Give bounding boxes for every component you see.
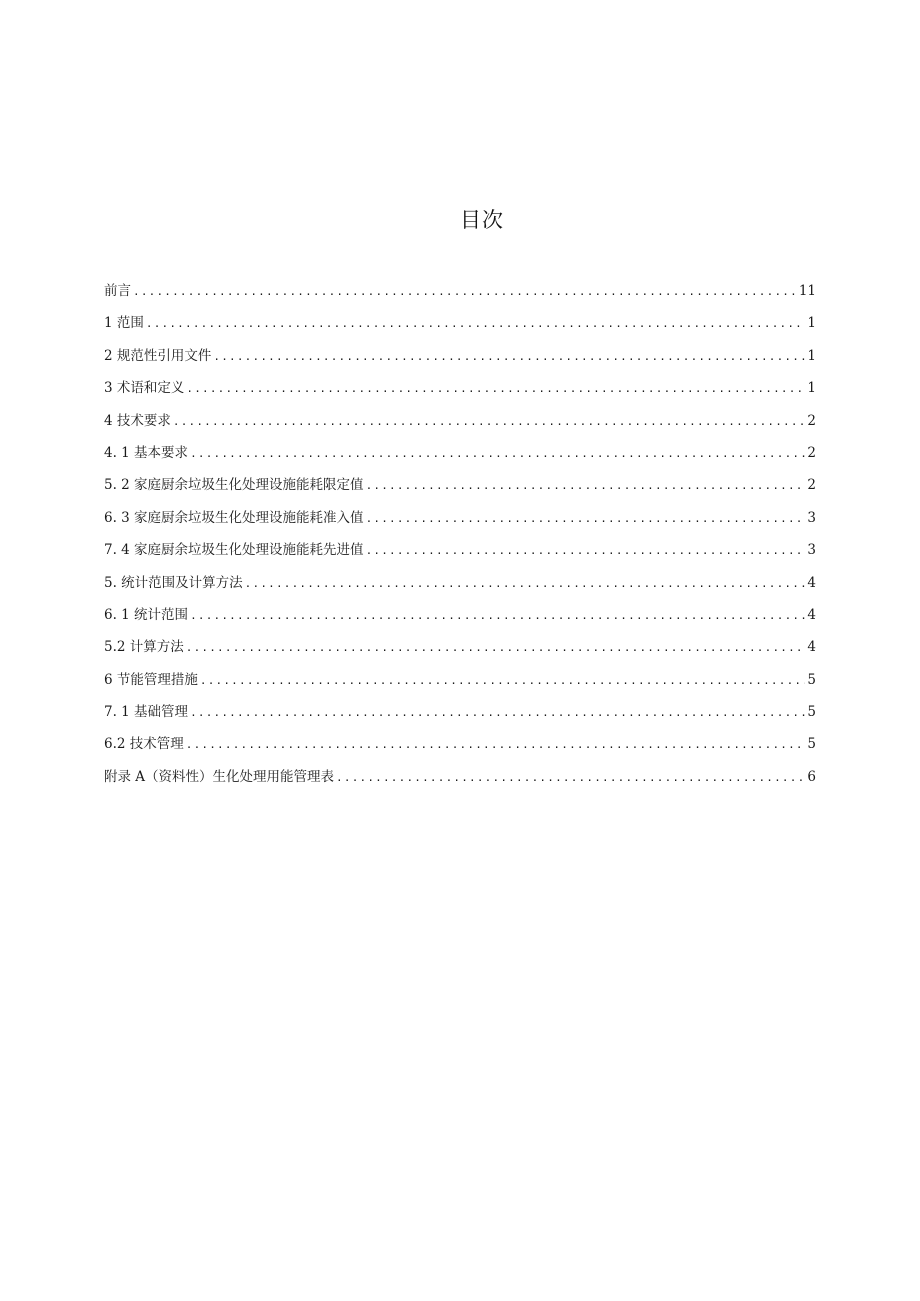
toc-entry-label: 4 技术要求 [104, 412, 171, 429]
toc-dot-leader [190, 443, 805, 465]
toc-dot-leader [366, 475, 806, 497]
toc-entry[interactable] [104, 669, 816, 701]
toc-entry-label: 5. 统计范围及计算方法 [104, 574, 243, 591]
toc-entry-label: 6. 3 家庭厨余垃圾生化处理设施能耗准入值 [104, 509, 364, 526]
toc-entry[interactable] [104, 442, 816, 474]
toc-dot-leader [186, 378, 805, 400]
toc-entry-page: 5 [807, 736, 816, 753]
toc-entry[interactable] [104, 474, 816, 506]
toc-entry-label: 2 规范性引用文件 [104, 347, 212, 364]
toc-entry[interactable] [104, 636, 816, 668]
toc-entry-page: 1 [807, 315, 816, 332]
toc-dot-leader [173, 411, 806, 433]
toc-entry-page: 4 [807, 606, 816, 623]
toc-entry[interactable] [104, 377, 816, 409]
toc-entry-page: 5 [807, 671, 816, 688]
toc-entry[interactable] [104, 766, 816, 798]
toc-title: 目次 [460, 208, 504, 232]
toc-entry-page: 2 [807, 412, 816, 429]
toc-dot-leader [186, 637, 806, 659]
toc-entry[interactable] [104, 604, 816, 636]
toc-dot-leader [190, 702, 805, 724]
toc-entry-label: 5. 2 家庭厨余垃圾生化处理设施能耗限定值 [104, 477, 364, 494]
toc-entry-label: 6.2 技术管理 [104, 736, 184, 753]
toc-entry-label: 3 术语和定义 [104, 380, 185, 397]
toc-entry-page: 4 [807, 574, 816, 591]
toc-dot-leader [366, 508, 806, 530]
toc-entry[interactable] [104, 507, 816, 539]
toc-entry[interactable] [104, 572, 816, 604]
toc-entry[interactable] [104, 410, 816, 442]
toc-entry-page: 2 [807, 477, 816, 494]
toc-entry[interactable] [104, 701, 816, 733]
toc-entry-page: 3 [807, 509, 816, 526]
toc-dot-leader [213, 346, 805, 368]
toc-entry-label: 4. 1 基本要求 [104, 444, 189, 461]
toc-entry-page: 3 [807, 542, 816, 559]
toc-list [104, 280, 816, 798]
toc-entry-label: 7. 4 家庭厨余垃圾生化处理设施能耗先进值 [104, 542, 364, 559]
toc-dot-leader [245, 573, 806, 595]
toc-entry[interactable] [104, 312, 816, 344]
toc-dot-leader [366, 540, 806, 562]
toc-entry[interactable] [104, 345, 816, 377]
toc-dot-leader [146, 313, 806, 335]
toc-dot-leader [336, 767, 805, 789]
toc-dot-leader [186, 734, 806, 756]
toc-entry-label: 附录 A（资料性）生化处理用能管理表 [104, 768, 335, 785]
toc-entry-page: 6 [807, 768, 816, 785]
toc-entry-label: 7. 1 基础管理 [104, 704, 189, 721]
toc-entry-page: 2 [807, 444, 816, 461]
toc-entry-label: 5.2 计算方法 [104, 639, 184, 656]
toc-entry-label: 6. 1 统计范围 [104, 606, 189, 623]
toc-entry-label: 6 节能管理措施 [104, 671, 198, 688]
toc-entry-page: 1 [807, 380, 816, 397]
toc-entry[interactable] [104, 539, 816, 571]
toc-dot-leader [133, 281, 797, 303]
toc-entry[interactable] [104, 733, 816, 765]
toc-entry-label: 前言 [104, 283, 131, 299]
toc-dot-leader [200, 670, 806, 692]
toc-entry-label: 1 范围 [104, 315, 144, 332]
toc-entry-page: 1 [807, 347, 816, 364]
toc-entry-page: 4 [807, 639, 816, 656]
toc-entry-page: 11 [798, 283, 816, 299]
toc-entry[interactable] [104, 280, 816, 312]
toc-entry-page: 5 [807, 704, 816, 721]
toc-dot-leader [190, 605, 805, 627]
